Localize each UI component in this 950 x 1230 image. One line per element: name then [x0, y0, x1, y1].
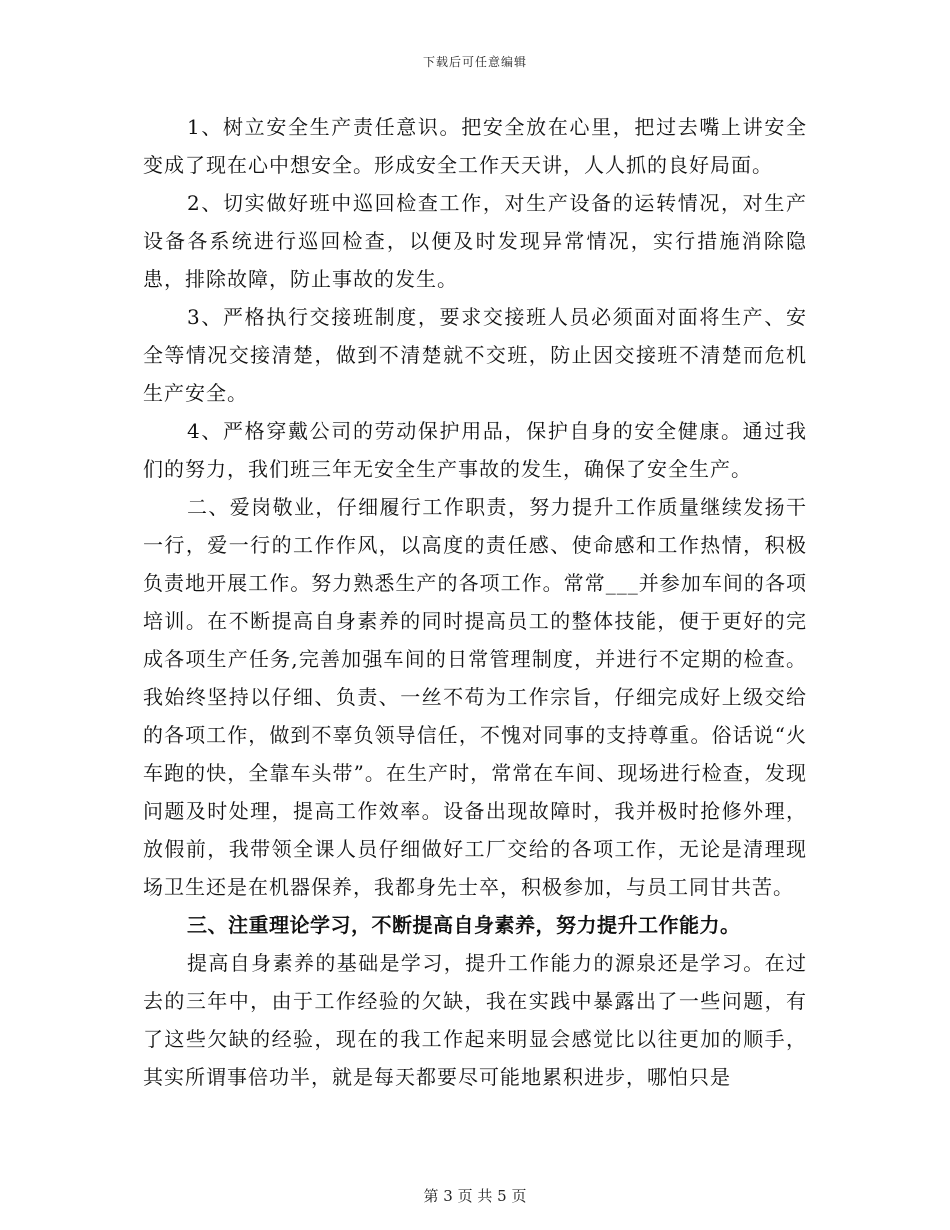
paragraph-shift-handover: 3、严格执行交接班制度，要求交接班人员必须面对面将生产、安全等情况交接清楚，做到不清楚就不交班，防止因交接班不清楚而危机生产安全。: [143, 305, 807, 405]
section-heading-theory-study: 三、注重理论学习，不断提高自身素养，努力提升工作能力。: [187, 913, 741, 937]
paragraph-patrol-inspection: 2、切实做好班中巡回检查工作，对生产设备的运转情况，对生产设备各系统进行巡回检查，以便及时发现异常情况，实行措施消除隐患，排除故障，防止事故的发生。: [143, 191, 807, 291]
paragraph-safety-awareness: 1、树立安全生产责任意识。把安全放在心里，把过去嘴上讲安全变成了现在心中想安全。形成安全工作天天讲，人人抓的良好局面。: [143, 115, 807, 177]
page-header-note: 下载后可任意编辑: [422, 55, 527, 69]
paragraph-learning: 提高自身素养的基础是学习，提升工作能力的源泉还是学习。在过去的三年中，由于工作经验的欠缺，我在实践中暴露出了一些问题，有了这些欠缺的经验，现在的我工作起来明显会感觉比以往更加的顺手，其实所谓事倍功半，就是每天都要尽可能地累积进步，哪怕只是: [143, 951, 807, 1089]
page-number-footer: 第 3 页 共 5 页: [423, 1187, 527, 1205]
paragraph-protective-equipment: 4、严格穿戴公司的劳动保护用品，保护自身的安全健康。通过我们的努力，我们班三年无安全生产事故的发生，确保了安全生产。: [143, 419, 807, 481]
paragraph-job-dedication: 二、爱岗敬业，仔细履行工作职责，努力提升工作质量继续发扬干一行，爱一行的工作作风，以高度的责任感、使命感和工作热情，积极负责地开展工作。努力熟悉生产的各项工作。常常___并参加车间的各项培训。在不断提高自身素养的同时提高员工的整体技能，便于更好的完成各项生产任务,完善加强车间的日常管理制度，并进行不定期的检查。我始终坚持以仔细、负责、一丝不苟为工作宗旨，仔细完成好上级交给的各项工作，做到不辜负领导信任，不愧对同事的支持尊重。俗话说“火车跑的快，全靠车头带”。在生产时，常常在车间、现场进行检查，发现问题及时处理，提高工作效率。设备出现故障时，我并极时抢修外理，放假前，我带领全课人员仔细做好工厂交给的各项工作，无论是清理现场卫生还是在机器保养，我都身先士卒，积极参加，与员工同甘共苦。: [143, 495, 807, 899]
document-body: [143, 108, 807, 1096]
